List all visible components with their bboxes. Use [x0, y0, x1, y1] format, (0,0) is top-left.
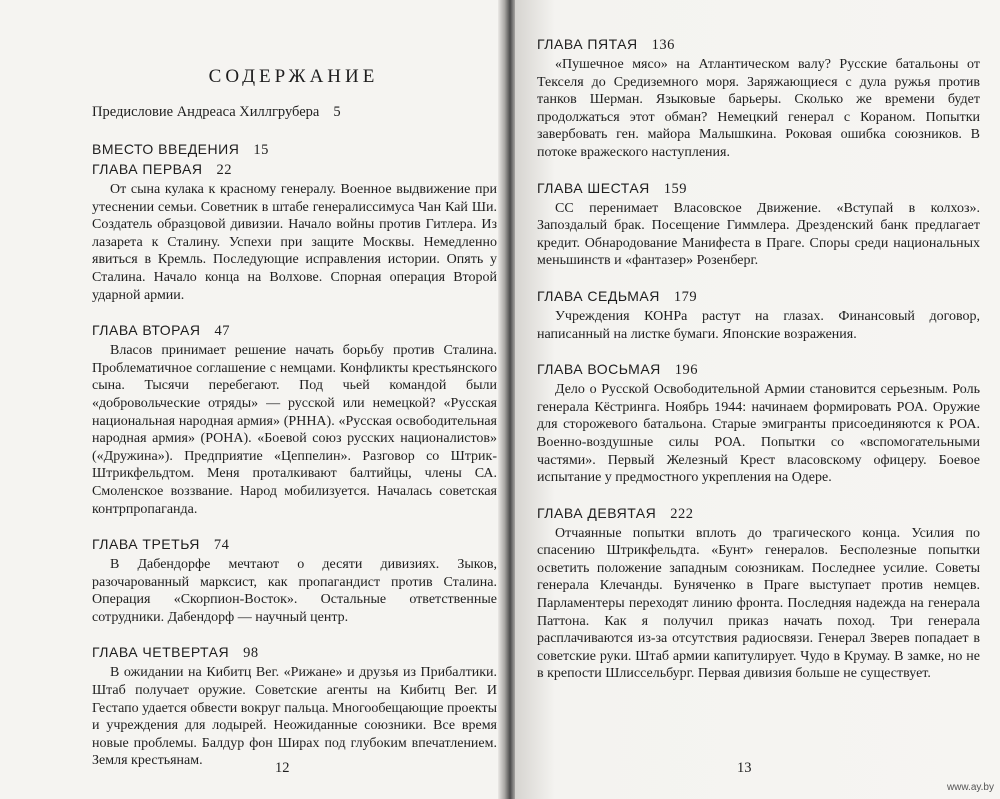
preface-page: 5 [333, 104, 341, 120]
chapter-page: 196 [674, 362, 699, 379]
chapter-3 [92, 536, 495, 626]
chapter-summary: СС перенимает Власовское Движение. «Вступай в колхоз». Запоздалый брак. Посещение Гиммлера. Дрезденский банк предлагает кредит. Обнародование Манифеста в Праге. Споры среди национальных меньшинств и «фантазер» Розенберг. [537, 200, 980, 269]
chapter-title: ГЛАВА ВТОРАЯ [92, 322, 201, 339]
chapter-title: ГЛАВА ПЯТАЯ [537, 36, 638, 52]
right-page [515, 0, 1000, 799]
chapter-title: ГЛАВА ШЕСТАЯ [537, 179, 650, 196]
chapter-summary: В Дабендорфе мечтают о десяти дивизиях. Зыков, разочарованный марксист, как пропагандист против Сталина. Операция «Скорпион-Восток». Остальные ответственные сотрудники. Дабендорф — научный центр. [92, 557, 497, 625]
chapter-7 [537, 288, 980, 343]
chapter-page: 22 [216, 162, 232, 178]
page-number: 12 [275, 760, 290, 776]
chapter-title: ГЛАВА ЧЕТВЕРТАЯ [92, 644, 230, 661]
chapter-page: 222 [670, 505, 694, 522]
intro-entry [92, 141, 495, 159]
chapter-summary: Власов принимает решение начать борьбу против Сталина. Проблематичное соглашение с немцами. Конфликты крестьянского сына. Тысячи перебегают. Под чьей командой были «добровольческие отряды» — русской или немецкой? «Русская национальная народная армия» (РННА). «Русская освободительная народная армия» (РОНА). «Боевой союз русских националистов» («Дружина»). Предприятие «Цеппелин». Разговор со Штрик-Штрикфельдтом. Меня проталкивают балтийцы, члены СА. Смоленское воззвание. Народ мобилизуется. Началась советская контрпропаганда. [92, 343, 497, 517]
preface-entry [92, 104, 495, 121]
chapter-2 [92, 322, 495, 518]
toc-title: СОДЕРЖАНИЕ [208, 66, 379, 87]
chapter-4 [92, 644, 495, 770]
chapter-page: 179 [673, 288, 698, 305]
intro-title: ВМЕСТО ВВЕДЕНИЯ [92, 141, 240, 157]
chapter-summary: От сына кулака к красному генералу. Военное выдвижение при утеснении семьи. Советник в штабе генералиссимуса Чан Кай Ши. Создатель образцовой дивизии. Начало войны против Гитлера. Из лазарета к Сталину. Успехи при защите Москвы. Немедленно явиться в Кремль. Последующие исправления истории. Опять у Сталина. Начало конца на Волхове. Спорная операция Второй ударной армии. [92, 182, 497, 303]
chapter-page: 74 [213, 537, 230, 554]
intro-page: 15 [253, 142, 269, 158]
chapter-title: ГЛАВА СЕДЬМАЯ [537, 287, 660, 304]
chapter-1 [92, 161, 495, 304]
chapter-summary: «Пушечное мясо» на Атлантическом валу? Русские батальоны от Текселя до Средиземного моря. Заряжающиеся с дула ружья против танков Шерман. Языковые барьеры. Сколько же времени будет продолжаться этот обман? Немецкий генерал с Кораном. Попытки завербовать ген. майора Малышкина. Роковая ошибка союзников. В потоке вражеского наступления. [537, 57, 980, 160]
chapter-page: 98 [243, 645, 259, 662]
chapter-8 [537, 361, 980, 487]
chapter-page: 47 [214, 323, 230, 340]
chapter-summary: Дело о Русской Освободительной Армии становится серьезным. Роль генерала Кёстринга. Ноябрь 1944: начинаем формировать РОА. Оружие для сторожевого батальона. Старые эмигранты присоединяются к РОА. Военно-воздушные силы РОА. Попытки со «вспомогательными частями». Первый Железный Крест власовскому офицеру. Боевое испытание у предмостного укрепления на Одере. [537, 382, 980, 486]
chapter-5 [537, 36, 980, 162]
preface-title: Предисловие Андреаса Хиллгрубера [92, 104, 320, 120]
chapter-title: ГЛАВА ПЕРВАЯ [92, 161, 203, 177]
chapter-title: ГЛАВА ТРЕТЬЯ [92, 536, 200, 553]
chapter-page: 159 [663, 180, 688, 197]
chapter-page: 136 [651, 37, 675, 53]
chapter-title: ГЛАВА ВОСЬМАЯ [537, 361, 661, 378]
chapter-summary: Отчаянные попытки вплоть до трагического конца. Усилия по спасению Штрикфельдта. «Бунт» генералов. Бесполезные попытки осветить положение западным союзникам. Последнее усилие. Советы генерала Клечанды. Буняченко в Праге выступает против немцев. Парламентеры переходят линию фронта. Последняя надежда на генерала Паттона. Как я получил приказ начать поход. Три генерала расплачиваются из-за отсутствия радиосвязи. Генерал Зверев попадает в советские руки. Штаб армии капитулирует. Чудо в Крумау. В замке, но не в крепости Шлиссельбург. Первая дивизия больше не существует. [537, 525, 980, 682]
page-number: 13 [737, 760, 752, 776]
chapter-9 [537, 505, 980, 683]
chapter-title: ГЛАВА ДЕВЯТАЯ [537, 504, 657, 521]
watermark: www.ay.by [946, 782, 994, 793]
chapter-summary: В ожидании на Кибитц Вег. «Рижане» и друзья из Прибалтики. Штаб получает оружие. Советские агенты на Кибитц Вег. И Гестапо удается обвести вокруг пальца. Многообещающие проекты и учреждения для лодырей. Неожиданные союзники. Все время новые проблемы. Балдур фон Ширах под глубоким впечатлением. Земля крестьянам. [92, 665, 497, 769]
chapter-summary: Учреждения КОНРа растут на глазах. Финансовый договор, написанный на листке бумаги. Японские возражения. [537, 308, 980, 342]
chapter-6 [537, 180, 980, 270]
